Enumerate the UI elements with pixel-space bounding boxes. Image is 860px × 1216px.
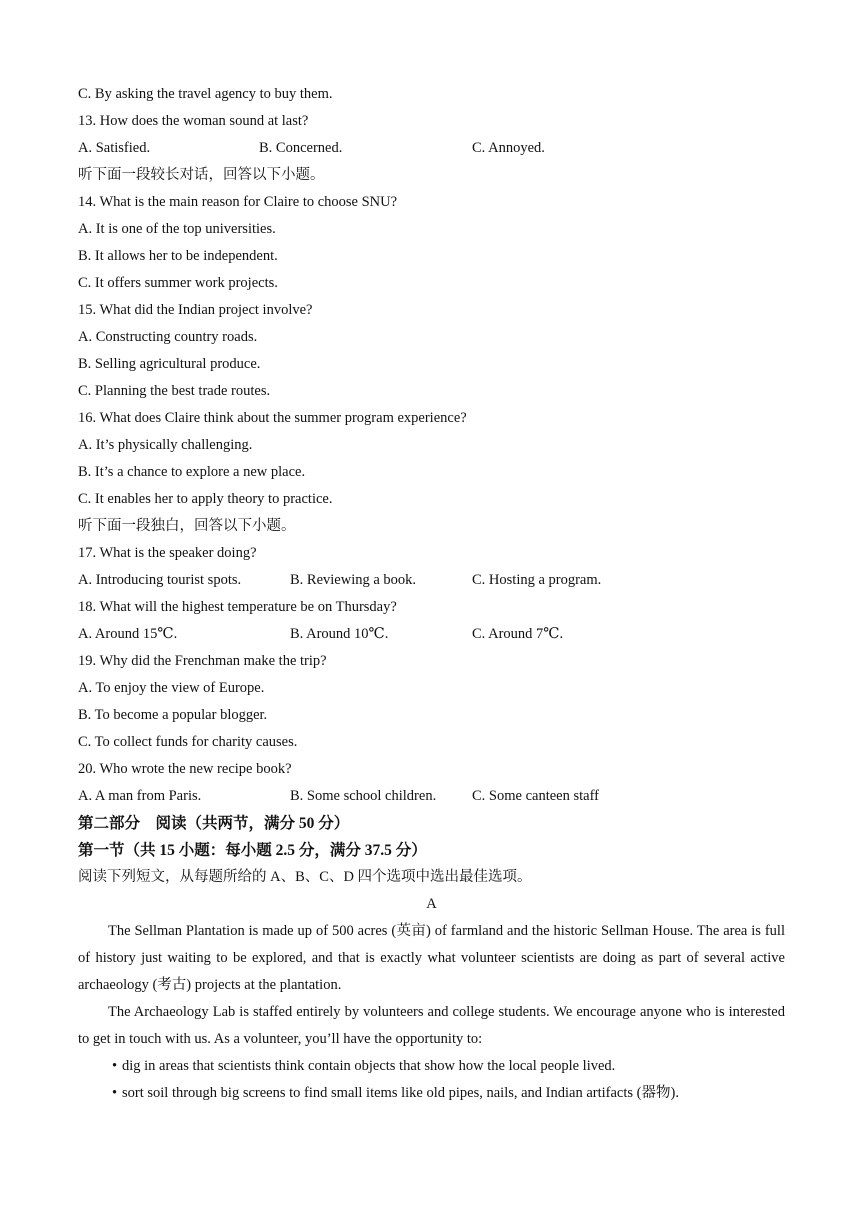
q18-option-b: B. Around 10℃. (290, 626, 389, 642)
q16-option-a: A. It’s physically challenging. (78, 437, 253, 453)
passage-bullet-1 (78, 1053, 785, 1080)
q14-option-c: C. It offers summer work projects. (78, 275, 278, 291)
q20-options (78, 783, 785, 810)
bullet-icon: • (112, 1085, 118, 1101)
passage-bullet-2 (78, 1080, 785, 1107)
passage-label: A (426, 896, 437, 912)
passage-bullet-text: dig in areas that scientists think contain objects that show how the local people lived. (122, 1058, 616, 1074)
bullet-icon: • (112, 1058, 118, 1074)
q18-option-a: A. Around 15℃. (78, 626, 178, 642)
q17-option-a: A. Introducing tourist spots. (78, 572, 242, 588)
q17-options (78, 567, 785, 594)
q17-option-c: C. Hosting a program. (472, 572, 602, 588)
q19-question: 19. Why did the Frenchman make the trip? (78, 653, 327, 669)
passage-paragraph-1: The Sellman Plantation is made up of 500 acres (英亩) of farmland and the historic Sellman House. The area is full of history just waiting to be explored, and that is exactly what volunteer scientists are doing as part of several active archaeology (考古) projects at the plantation. (78, 923, 785, 993)
q15-option-b: B. Selling agricultural produce. (78, 356, 261, 372)
q20-question: 20. Who wrote the new recipe book? (78, 761, 292, 777)
q19-option-c: C. To collect funds for charity causes. (78, 734, 298, 750)
reading-instruction: 阅读下列短文，从每题所给的 A、B、C、D 四个选项中选出最佳选项。 (78, 869, 532, 885)
q13-option-b: B. Concerned. (259, 140, 343, 156)
passage-bullet-text: sort soil through big screens to find small items like old pipes, nails, and Indian artifacts (器物). (122, 1085, 679, 1101)
q15-option-a: A. Constructing country roads. (78, 329, 258, 345)
q16-option-b: B. It’s a chance to explore a new place. (78, 464, 306, 480)
q18-options (78, 621, 785, 648)
q20-option-a: A. A man from Paris. (78, 788, 202, 804)
instruction-monologue: 听下面一段独白，回答以下小题。 (78, 518, 296, 534)
q18-option-c: C. Around 7℃. (472, 626, 564, 642)
q20-option-b: B. Some school children. (290, 788, 437, 804)
passage-paragraph-2: The Archaeology Lab is staffed entirely by volunteers and college students. We encourage anyone who is interested to get in touch with us. As a volunteer, you’ll have the opportunity to: (78, 1004, 785, 1047)
q13-option-a: A. Satisfied. (78, 140, 151, 156)
q17-option-b: B. Reviewing a book. (290, 572, 417, 588)
part2-heading: 第二部分 阅读（共两节，满分 50 分） (78, 815, 350, 832)
q19-option-a: A. To enjoy the view of Europe. (78, 680, 265, 696)
page-content (78, 81, 785, 1107)
q19-option-b: B. To become a popular blogger. (78, 707, 268, 723)
q15-option-c: C. Planning the best trade routes. (78, 383, 271, 399)
q17-question: 17. What is the speaker doing? (78, 545, 257, 561)
q13-question: 13. How does the woman sound at last? (78, 113, 309, 129)
q13-options (78, 135, 785, 162)
section1-heading: 第一节（共 15 小题：每小题 2.5 分，满分 37.5 分） (78, 842, 427, 859)
q18-question: 18. What will the highest temperature be on Thursday? (78, 599, 397, 615)
instruction-long-dialog: 听下面一段较长对话，回答以下小题。 (78, 167, 325, 183)
q15-question: 15. What did the Indian project involve? (78, 302, 313, 318)
q12-option-c: C. By asking the travel agency to buy them. (78, 86, 333, 102)
q14-option-b: B. It allows her to be independent. (78, 248, 278, 264)
q20-option-c: C. Some canteen staff (472, 788, 599, 804)
q13-option-c: C. Annoyed. (472, 140, 545, 156)
q14-question: 14. What is the main reason for Claire to choose SNU? (78, 194, 398, 210)
q14-option-a: A. It is one of the top universities. (78, 221, 276, 237)
q16-option-c: C. It enables her to apply theory to practice. (78, 491, 333, 507)
q16-question: 16. What does Claire think about the summer program experience? (78, 410, 467, 426)
